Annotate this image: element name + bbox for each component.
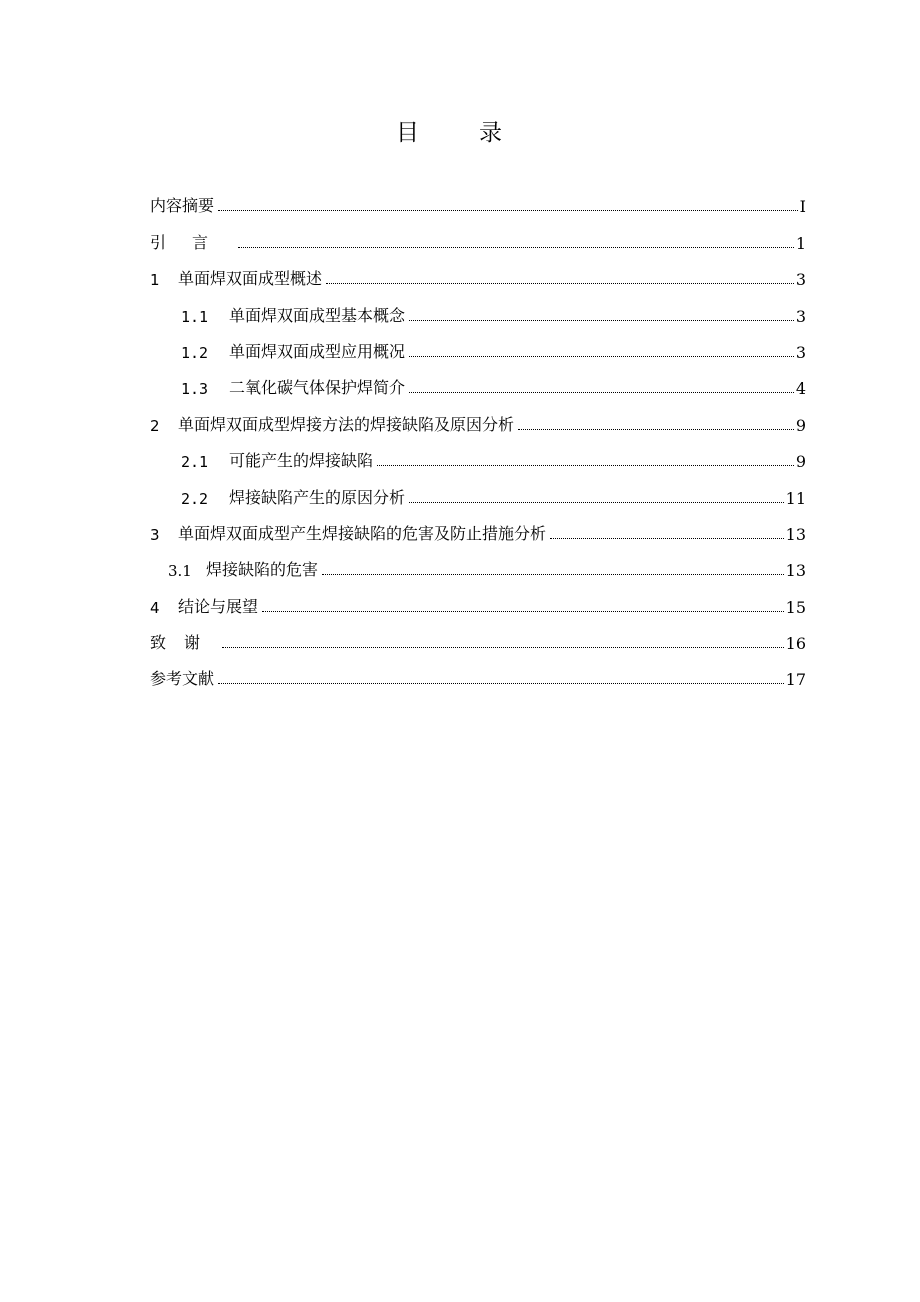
- toc-entry-references[interactable]: [150, 653, 806, 689]
- toc-entry-text: 单面焊双面成型产生焊接缺陷的危害及防止措施分析: [178, 523, 547, 543]
- toc-entry-number: 3: [150, 525, 160, 544]
- toc-entry-number: 2.2: [181, 489, 209, 508]
- toc-entry-number: 2.1: [181, 453, 209, 472]
- toc-dot-leader: [377, 465, 794, 466]
- toc-entry-chapter-2[interactable]: [150, 398, 806, 434]
- toc-dot-leader: [218, 210, 798, 211]
- toc-entry-text: 单面焊双面成型基本概念: [229, 305, 406, 325]
- toc-entry-text: 单面焊双面成型概述: [178, 269, 323, 289]
- toc-page-number: 17: [785, 670, 806, 690]
- toc-entry-number: 4: [150, 598, 160, 617]
- toc-entry-section-1-2[interactable]: [150, 326, 806, 362]
- toc-entry-text: 单面焊双面成型应用概况: [229, 341, 406, 361]
- toc-dot-leader: [218, 683, 784, 684]
- toc-page-number: 11: [785, 488, 806, 508]
- toc-entry-chapter-4[interactable]: [150, 580, 806, 616]
- toc-dot-leader: [409, 356, 794, 357]
- toc-page-number: 3: [795, 342, 806, 362]
- toc-page-number: 3: [795, 306, 806, 326]
- toc-dot-leader: [238, 247, 794, 248]
- toc-entry-text: 单面焊双面成型焊接方法的焊接缺陷及原因分析: [178, 414, 515, 434]
- toc-entry-number: 1: [150, 271, 160, 290]
- page-title: 目录: [396, 120, 562, 146]
- toc-dot-leader: [322, 574, 784, 575]
- toc-entry-section-2-2[interactable]: [150, 471, 806, 507]
- toc-page-number: I: [799, 197, 806, 217]
- toc-entry-text: 内容摘要: [150, 196, 215, 216]
- toc-entry-number: 1.2: [181, 343, 209, 362]
- toc-dot-leader: [518, 429, 794, 430]
- toc-page-number: 13: [785, 561, 806, 581]
- toc-page-number: 9: [795, 415, 806, 435]
- toc-dot-leader: [409, 392, 794, 393]
- toc-page-number: 16: [785, 634, 806, 654]
- toc-page-number: 3: [795, 270, 806, 290]
- toc-dot-leader: [550, 538, 784, 539]
- toc-page-number: 15: [785, 597, 806, 617]
- toc-entry-number: 2: [150, 416, 160, 435]
- toc-page-number: 4: [795, 379, 806, 399]
- toc-entry-number: 1.3: [181, 380, 209, 399]
- toc-entry-text: 致谢: [150, 633, 219, 653]
- toc-entry-section-3-1[interactable]: [150, 544, 806, 580]
- table-of-contents: [150, 180, 806, 689]
- toc-entry-section-1-1[interactable]: [150, 289, 806, 325]
- toc-entry-text: 焊接缺陷的危害: [206, 560, 319, 580]
- toc-page-number: 9: [795, 452, 806, 472]
- toc-entry-text: 焊接缺陷产生的原因分析: [229, 487, 406, 507]
- toc-entry-chapter-1[interactable]: [150, 253, 806, 289]
- toc-entry-number: 3.1: [168, 562, 192, 581]
- toc-entry-text: 参考文献: [150, 669, 215, 689]
- toc-dot-leader: [409, 320, 794, 321]
- toc-page-number: 1: [795, 233, 806, 253]
- toc-entry-introduction[interactable]: [150, 216, 806, 252]
- toc-dot-leader: [326, 283, 794, 284]
- toc-dot-leader: [262, 611, 784, 612]
- toc-entry-text: 引言: [150, 232, 235, 252]
- toc-page-number: 13: [785, 524, 806, 544]
- toc-entry-text: 可能产生的焊接缺陷: [229, 451, 374, 471]
- toc-entry-acknowledgements[interactable]: [150, 617, 806, 653]
- toc-entry-abstract[interactable]: [150, 180, 806, 216]
- toc-entry-chapter-3[interactable]: [150, 508, 806, 544]
- toc-entry-section-1-3[interactable]: [150, 362, 806, 398]
- toc-entry-number: 1.1: [181, 307, 209, 326]
- toc-entry-text: 二氧化碳气体保护焊简介: [229, 378, 406, 398]
- toc-entry-section-2-1[interactable]: [150, 435, 806, 471]
- toc-dot-leader: [409, 502, 784, 503]
- toc-dot-leader: [222, 647, 784, 648]
- toc-entry-text: 结论与展望: [178, 596, 259, 616]
